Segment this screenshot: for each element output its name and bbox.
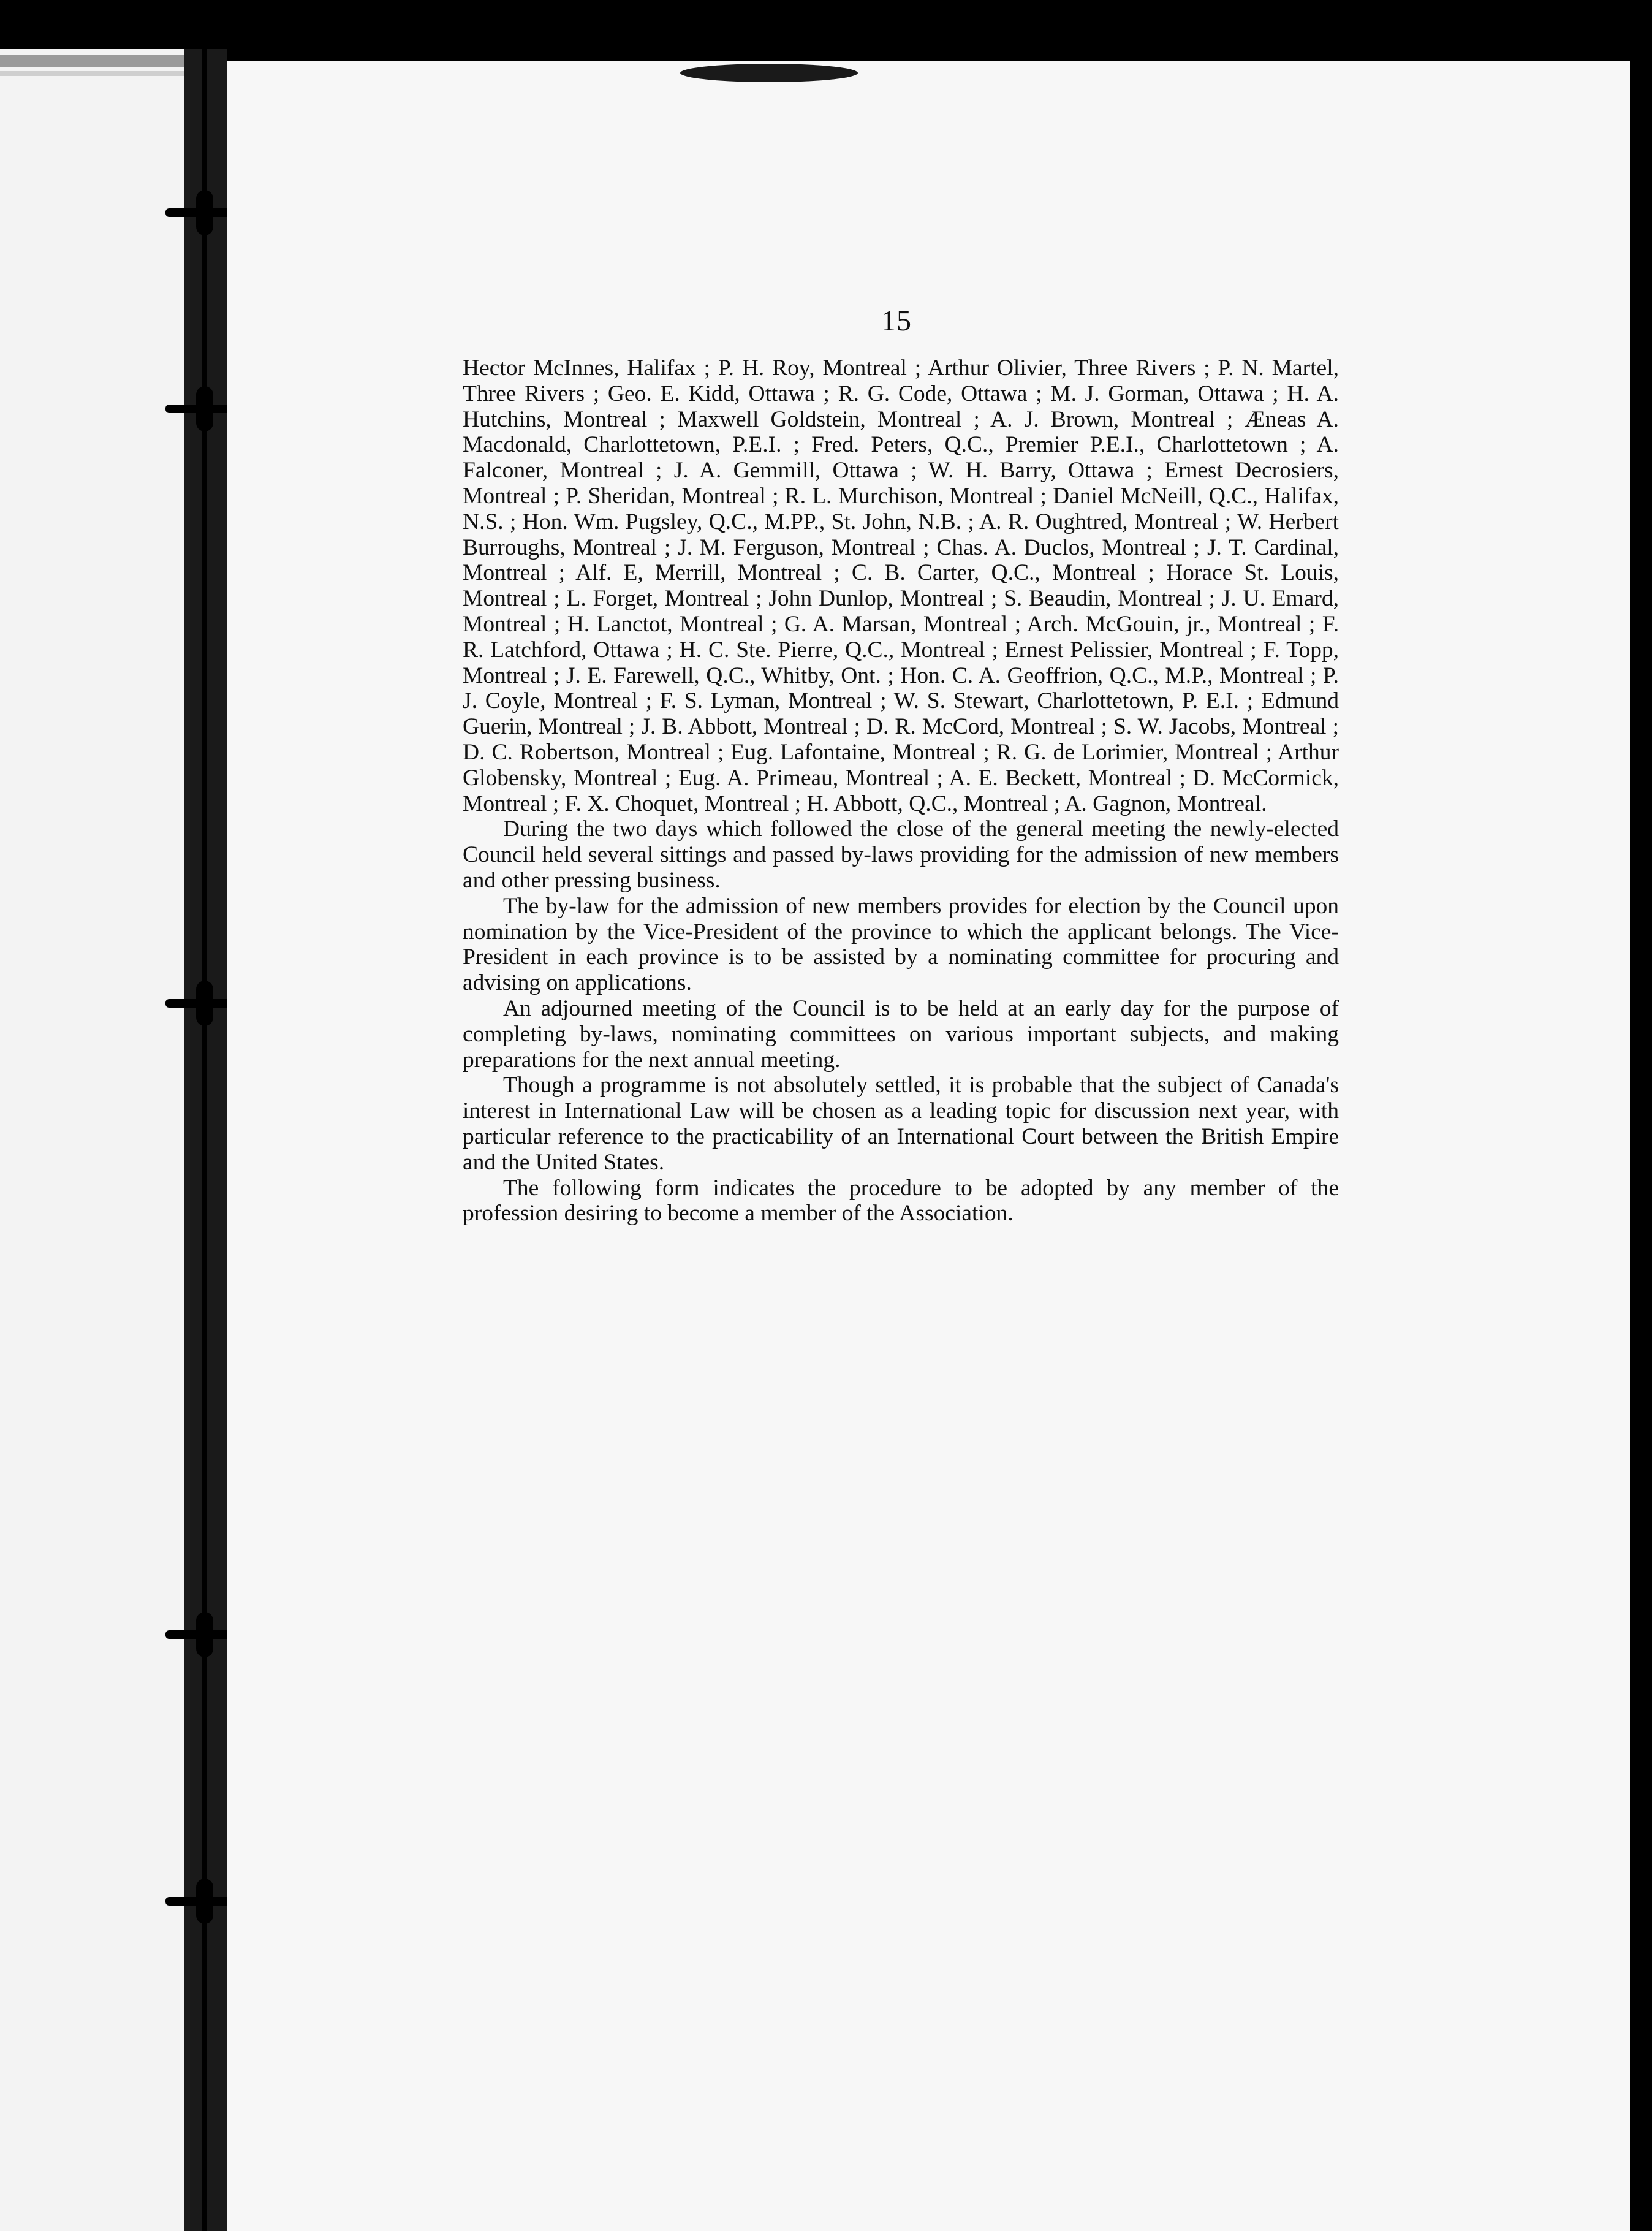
page-edge-band bbox=[0, 55, 211, 67]
paragraph: During the two days which followed the close of the general meeting the newly-elected Council held several sittings and passed by-laws providing for the admission of new members and other pressing business. bbox=[463, 816, 1339, 893]
paragraph: The by-law for the admission of new members provides for election by the Council upon nomination by the Vice-President of the province to which the applicant belongs. The Vice-President in each province is to be assisted by a nominating committee for procuring and advising on applications. bbox=[463, 893, 1339, 996]
paragraph: An adjourned meeting of the Council is to be held at an early day for the purpose of completing by-laws, nominating committees on various important subjects, and making preparations for the next annual meeting. bbox=[463, 995, 1339, 1073]
paragraph: The following form indicates the procedure to be adopted by any member of the profession desiring to become a member of the Association. bbox=[463, 1175, 1339, 1226]
body-text bbox=[463, 355, 1339, 1226]
page-edge-band bbox=[0, 71, 211, 76]
scan-smudge bbox=[680, 64, 858, 82]
council-members-list: Hector McInnes, Halifax ; P. H. Roy, Montreal ; Arthur Olivier, Three Rivers ; P. N. Martel, Three Rivers ; Geo. E. Kidd, Ottawa ; R. G. Code, Ottawa ; M. J. Gorman, Ottawa ; H. A. Hutchins, Montreal ; Maxwell Goldstein, Montreal ; A. J. Brown, Montreal ; Æneas A. Macdonald, Charlottetown, P.E.I. ; Fred. Peters, Q.C., Premier P.E.I., Charlottetown ; A. Falconer, Montreal ; J. A. Gemmill, Ottawa ; W. H. Barry, Ottawa ; Ernest Decrosiers, Montreal ; P. Sheridan, Montreal ; R. L. Murchison, Montreal ; Daniel McNeill, Q.C., Halifax, N.S. ; Hon. Wm. Pugsley, Q.C., M.PP., St. John, N.B. ; A. R. Oughtred, Montreal ; W. Herbert Burroughs, Montreal ; J. M. Ferguson, Montreal ; Chas. A. Duclos, Montreal ; J. T. Cardinal, Montreal ; Alf. E, Merrill, Montreal ; C. B. Carter, Q.C., Montreal ; Horace St. Louis, Montreal ; L. Forget, Montreal ; John Dunlop, Montreal ; S. Beaudin, Montreal ; J. U. Emard, Montreal ; H. Lanctot, Montreal ; G. A. Marsan, Montreal ; Arch. McGouin, jr., Montreal ; F. R. Latchford, Ottawa ; H. C. Ste. Pierre, Q.C., Montreal ; Ernest Pelissier, Montreal ; F. Topp, Montreal ; J. E. Farewell, Q.C., Whitby, Ont. ; Hon. C. A. Geoffrion, Q.C., M.P., Montreal ; P. J. Coyle, Montreal ; F. S. Lyman, Montreal ; W. S. Stewart, Charlottetown, P. E.I. ; Edmund Guerin, Montreal ; J. B. Abbott, Montreal ; D. R. McCord, Montreal ; S. W. Jacobs, Montreal ; D. C. Robertson, Montreal ; Eug. Lafontaine, Montreal ; R. G. de Lorimier, Montreal ; Arthur Globensky, Montreal ; Eug. A. Primeau, Montreal ; A. E. Beckett, Montreal ; D. McCormick, Montreal ; F. X. Choquet, Montreal ; H. Abbott, Q.C., Montreal ; A. Gagnon, Montreal. bbox=[463, 355, 1339, 816]
page-number: 15 bbox=[881, 305, 912, 337]
paragraph: Though a programme is not absolutely settled, it is probable that the subject of Canada's interest in International Law will be chosen as a leading topic for discussion next year, with particular reference to the practicability of an International Court between the British Empire and the United States. bbox=[463, 1073, 1339, 1175]
